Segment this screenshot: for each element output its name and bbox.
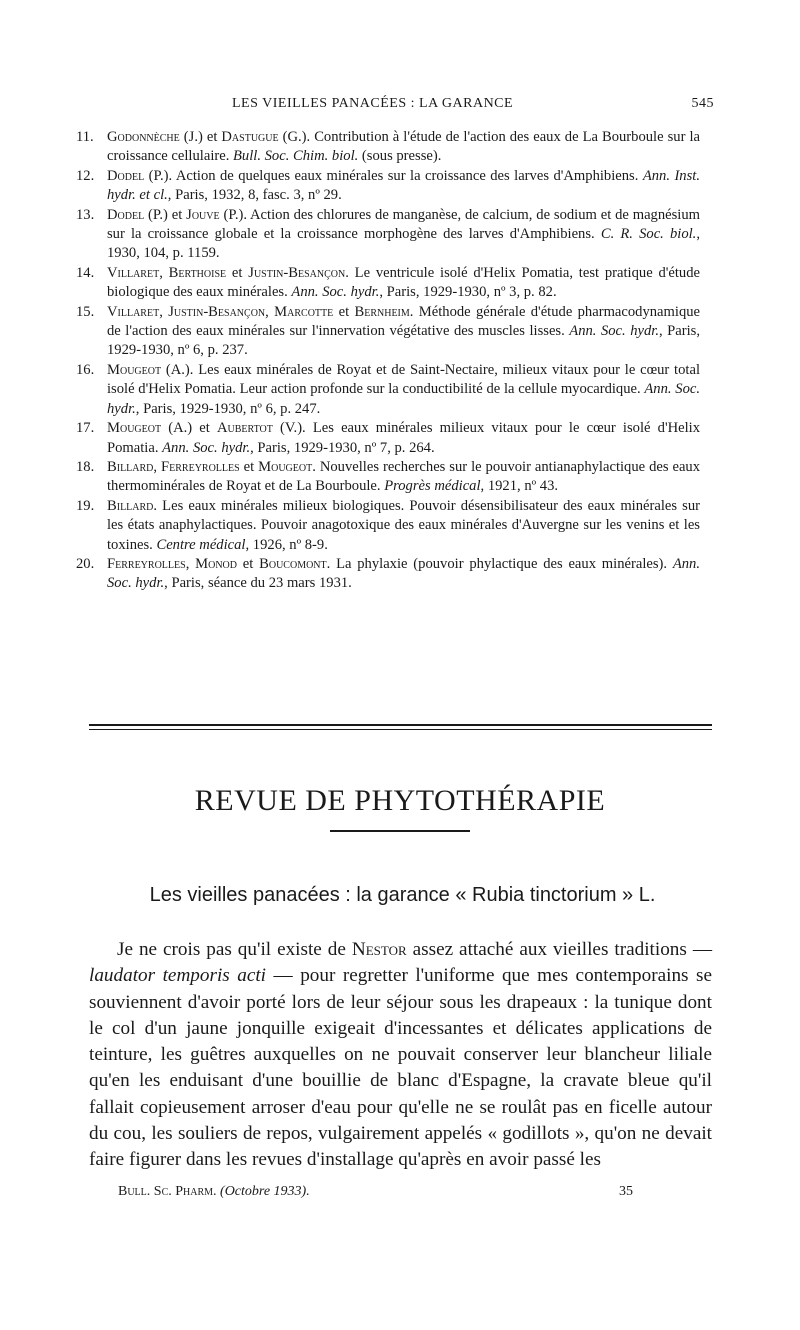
reference-number: 11.	[76, 129, 94, 145]
reference-author: Dastugue	[221, 129, 279, 145]
reference-item	[76, 128, 700, 167]
reference-number: 18.	[76, 458, 95, 475]
reference-journal: Ann. Soc. hydr.	[107, 381, 700, 417]
reference-author: Mougeot	[258, 458, 313, 475]
reference-author-initials: .	[312, 458, 320, 475]
footer-sheet-number: 35	[619, 1184, 633, 1199]
reference-author: Dodel	[107, 167, 145, 184]
reference-title: Contribution à l'étude de l'action des eaux de La Bourboule sur la croissance cellulaire.	[107, 129, 700, 165]
reference-title: Action des chlorures de manganèse, de calcium, de sodium et de magnésium sur la croissance globale et la croissance morphogène des larves d'Amphibiens.	[107, 206, 701, 243]
body-text-start: Je ne crois pas qu'il existe de	[117, 939, 352, 960]
body-latin-phrase: laudator temporis acti	[89, 965, 267, 987]
reference-author: Billard	[107, 458, 154, 475]
reference-item	[76, 361, 700, 419]
reference-number: 14.	[76, 264, 95, 281]
reference-item	[76, 497, 700, 555]
reference-details: , Paris, 1929-1930, nº 6, p. 247.	[135, 400, 321, 417]
reference-item	[76, 555, 700, 594]
reference-details: (sous presse).	[358, 148, 442, 165]
reference-author-initials: (P.).	[219, 206, 251, 223]
page-number: 545	[691, 96, 714, 111]
reference-journal: Progrès médical	[384, 478, 481, 495]
reference-details: , 1930, 104, p. 1159.	[107, 226, 700, 262]
reference-author-initials: (V.).	[272, 420, 313, 437]
reference-author: Godonnèche	[107, 129, 180, 145]
reference-journal: Bull. Soc. Chim. biol.	[233, 148, 359, 165]
section-title: REVUE DE PHYTOTHÉRAPIE	[194, 784, 606, 817]
section-divider-thin	[89, 729, 712, 730]
reference-author-initials: (J.) et	[179, 129, 222, 145]
article-title: Les vieilles panacées : la garance « Rubia tinctorium » L.	[149, 884, 656, 906]
reference-number: 15.	[76, 303, 95, 320]
reference-details: , 1921, nº 43.	[480, 478, 559, 495]
reference-author: Aubertot	[217, 420, 273, 437]
reference-author-initials: (A.).	[161, 361, 199, 378]
reference-item	[76, 264, 700, 303]
reference-item	[76, 206, 700, 264]
reference-number: 19.	[76, 497, 95, 514]
reference-title: Le ventricule isolé d'Helix Pomatia, test pratique d'étude biologique des eaux minérales.	[107, 264, 701, 301]
running-head-title: LES VIEILLES PANACÉES : LA GARANCE	[232, 96, 514, 111]
body-name-nestor: Nestor	[351, 939, 407, 960]
reference-author: Ferreyrolles	[107, 555, 186, 572]
reference-details: , Paris, 1932, 8, fasc. 3, nº 29.	[167, 187, 342, 204]
reference-title: Action de quelques eaux minérales sur la croissance des larves d'Amphibiens.	[175, 167, 643, 184]
reference-author: Mougeot	[107, 361, 162, 378]
reference-title: Les eaux minérales milieux vitaux pour le cœur isolé d'Helix Pomatia.	[107, 420, 700, 456]
reference-author: Dodel	[107, 206, 145, 223]
reference-author-initials: (G.).	[278, 129, 315, 145]
reference-author-initials: .	[345, 264, 355, 281]
reference-author: Marcotte	[274, 303, 334, 320]
reference-item	[76, 167, 700, 206]
reference-journal: Ann. Inst. hydr. et cl.	[107, 167, 700, 204]
reference-details: , Paris, 1929-1930, nº 3, p. 82.	[379, 284, 557, 301]
reference-number: 12.	[76, 167, 95, 184]
reference-author: Villaret	[107, 264, 160, 281]
reference-author-initials: (P.) et	[144, 206, 187, 223]
reference-author-initials: .	[409, 303, 419, 320]
reference-author-initials: ,	[159, 264, 169, 281]
reference-title: Les eaux minérales de Royat et de Saint-Nectaire, milieux vitaux pour le cœur total isolé d'Helix Pomatia. Leur action profonde sur la conductibilité de la cellule myocardique.	[107, 361, 700, 398]
reference-author: Bernheim	[354, 303, 410, 320]
reference-author-initials: (A.) et	[161, 420, 217, 437]
reference-author: Berthoise	[168, 264, 227, 281]
reference-author-initials: ,	[159, 303, 169, 320]
reference-details: , 1926, nº 8-9.	[245, 536, 328, 553]
section-divider-thick	[89, 724, 712, 726]
reference-author: Villaret	[107, 303, 160, 320]
reference-title: Méthode générale d'étude pharmacodynamique de l'action des eaux minérales sur l'innervation végétative des muscles lisses.	[107, 303, 701, 340]
reference-details: , Paris, 1929-1930, nº 7, p. 264.	[250, 439, 435, 456]
reference-item	[76, 458, 700, 497]
reference-author-initials: .	[326, 555, 337, 572]
reference-title: Les eaux minérales milieux biologiques. Pouvoir désensibilisateur des eaux minérales sur les états anaphylactiques. Pouvoir anagotoxique des eaux minérales d'Auvergne sur les venins et les toxines.	[107, 497, 700, 553]
body-text-mid: assez attaché aux vieilles traditions —	[406, 939, 713, 960]
reference-author: Ferreyrolles	[161, 458, 240, 475]
reference-author-initials: ,	[153, 458, 162, 475]
reference-journal: Ann. Soc. hydr.	[569, 323, 659, 340]
reference-journal: Centre médical	[156, 536, 246, 553]
reference-author: Jouve	[186, 206, 220, 223]
reference-number: 17.	[76, 420, 95, 437]
footer-journal: Bull. Sc. Pharm.	[118, 1184, 217, 1199]
reference-item	[76, 303, 700, 361]
reference-author-initials: ,	[265, 303, 275, 320]
footer-date: (Octobre 1933).	[220, 1184, 310, 1199]
reference-journal: Ann. Soc. hydr.	[291, 284, 380, 301]
reference-author-initials: et	[237, 555, 260, 572]
reference-author-initials: .	[153, 497, 163, 514]
reference-author-initials: et	[226, 264, 249, 281]
reference-author: Billard	[107, 497, 154, 514]
footer-journal-line	[118, 1184, 310, 1200]
reference-author-initials: (P.).	[144, 167, 176, 184]
reference-journal: Ann. Soc. hydr.	[162, 439, 251, 456]
reference-details: , Paris, séance du 23 mars 1931.	[164, 575, 352, 592]
article-body-paragraph	[89, 937, 712, 1174]
reference-number: 16.	[76, 361, 95, 378]
section-title-underline	[330, 830, 470, 832]
reference-number: 20.	[76, 555, 95, 572]
body-text-rest: — pour regretter l'uniforme que mes contemporains se souviennent d'avoir porté lors de leur séjour sous les drapeaux : la tunique dont le col d'un jaune jonquille exigeait d'incessantes et délicates applications de teinture, les guêtres auxquelles on ne pouvait conserver leur blancheur liliale qu'en les enduisant d'une bouillie de blanc d'Espagne, la cravate bleue qu'il fallait copieusement arroser d'eau pour qu'elle ne se roulât pas en ficelle autour du cou, les souliers de repos, vulgairement appelés « godillots », qu'on ne devait faire figurer dans les revues d'installage qu'après en avoir passé les	[89, 965, 713, 1171]
reference-author: Mougeot	[107, 420, 162, 437]
reference-details: , Paris, 1929-1930, nº 6, p. 237.	[107, 323, 700, 359]
reference-author: Boucomont	[259, 555, 327, 572]
reference-author-initials: et	[239, 458, 259, 475]
reference-journal: Ann. Soc. hydr.	[107, 555, 700, 592]
reference-author: Monod	[195, 555, 237, 572]
reference-list	[76, 128, 700, 594]
reference-journal: C. R. Soc. biol.	[600, 226, 697, 243]
reference-author: Justin-Besançon	[248, 264, 346, 281]
reference-item	[76, 419, 700, 458]
reference-author: Justin-Besançon	[168, 303, 266, 320]
reference-title: Nouvelles recherches sur le pouvoir antianaphylactique des eaux thermominérales de Royat et de La Bourboule.	[107, 458, 701, 495]
reference-number: 13.	[76, 206, 95, 223]
reference-author-initials: ,	[185, 555, 196, 572]
reference-author-initials: et	[333, 303, 355, 320]
reference-title: La phylaxie (pouvoir phylactique des eaux minérales).	[336, 555, 673, 572]
